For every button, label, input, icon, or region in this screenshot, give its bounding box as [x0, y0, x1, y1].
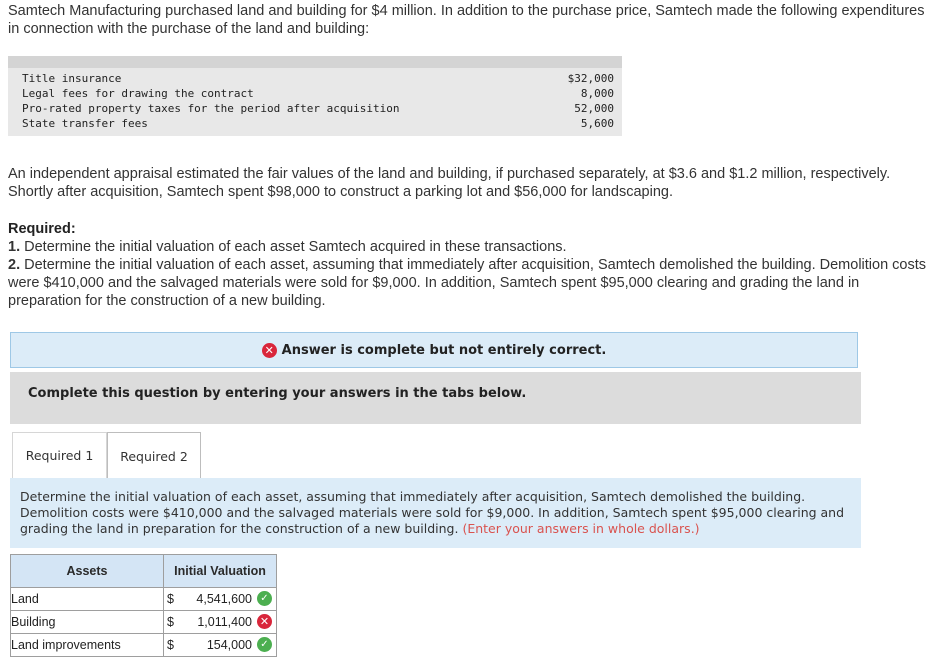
- problem-intro: Samtech Manufacturing purchased land and building for $4 million. In addition to the purchase price, Samtech made the following expenditures in connection with the purchase of the land and building:: [8, 3, 925, 37]
- valuation-input-cell[interactable]: [164, 611, 277, 634]
- question-hint: (Enter your answers in whole dollars.): [462, 521, 700, 536]
- incorrect-x-icon: ✕: [257, 614, 272, 629]
- correct-check-icon: ✓: [257, 591, 272, 606]
- answer-status-text: Answer is complete but not entirely correct.: [281, 342, 607, 358]
- expenditure-amount: 52,000: [574, 102, 614, 115]
- question-panel: [10, 478, 861, 548]
- answer-status-banner: [10, 332, 858, 368]
- correct-check-icon: ✓: [257, 637, 272, 652]
- expenditure-amount: 5,600: [580, 117, 614, 130]
- required-item-number: 2.: [8, 257, 21, 273]
- valuation-value[interactable]: 1,011,400: [197, 615, 252, 629]
- valuation-value[interactable]: 154,000: [206, 638, 252, 652]
- currency-symbol: $: [167, 615, 174, 629]
- valuation-input-cell[interactable]: [164, 588, 277, 611]
- expenditures-box: [8, 56, 622, 136]
- expenditure-label: Legal fees for drawing the contract: [22, 87, 254, 100]
- instruction-text: Complete this question by entering your answers in the tabs below.: [28, 386, 527, 401]
- question-body: Determine the initial valuation of each asset, assuming that immediately after acquisition, Samtech demolished the building. Demolition costs were $410,000 and the salvaged materials were sold for $9,000. In addition, Samtech spent $95,000 clearing and grading the land in preparation for the construction of a new building.: [20, 489, 845, 536]
- table-row: [11, 634, 277, 657]
- table-header-row: [11, 555, 277, 588]
- required-item-1: [8, 238, 926, 256]
- asset-name: Building: [11, 611, 164, 634]
- valuation-table: [10, 554, 277, 657]
- expenditures-box-header: [8, 56, 622, 68]
- expenditure-label: State transfer fees: [22, 117, 148, 130]
- tab-required-2[interactable]: Required 2: [107, 432, 201, 479]
- incorrect-icon: ✕: [262, 343, 277, 358]
- expenditure-row: [22, 101, 614, 116]
- valuation-input-cell[interactable]: [164, 634, 277, 657]
- expenditure-amount: $32,000: [567, 72, 614, 85]
- currency-symbol: $: [167, 638, 174, 652]
- asset-name: Land improvements: [11, 634, 164, 657]
- expenditure-label: Pro-rated property taxes for the period after acquisition: [22, 102, 400, 115]
- required-item-number: 1.: [8, 239, 21, 255]
- question-text: [20, 489, 850, 537]
- required-heading: Required:: [8, 221, 76, 237]
- expenditure-row: [22, 86, 614, 101]
- expenditure-row: [22, 71, 614, 86]
- asset-name: Land: [11, 588, 164, 611]
- table-row: [11, 611, 277, 634]
- instruction-panel: [10, 372, 861, 424]
- expenditure-label: Title insurance: [22, 72, 122, 85]
- required-item-text: Determine the initial valuation of each asset, assuming that immediately after acquisition, Samtech demolished the building. Demolition costs were $410,000 and the salvaged materials were sold for $9,000. In addition, Samtech spent $95,000 clearing and grading the land in preparation for the construction of a new building.: [8, 257, 927, 309]
- appraisal-text: An independent appraisal estimated the fair values of the land and building, if purchased separately, at $3.6 and $1.2 million, respectively. Shortly after acquisition, Samtech spent $98,000 to construct a parking lot and $56,000 for landscaping.: [8, 166, 891, 200]
- table-row: [11, 588, 277, 611]
- currency-symbol: $: [167, 592, 174, 606]
- column-header-assets: Assets: [11, 555, 164, 588]
- column-header-valuation: Initial Valuation: [164, 555, 277, 588]
- expenditure-row: [22, 116, 614, 131]
- valuation-value[interactable]: 4,541,600: [196, 592, 252, 606]
- tab-required-1[interactable]: Required 1: [12, 432, 107, 478]
- expenditure-amount: 8,000: [580, 87, 614, 100]
- required-item-text: Determine the initial valuation of each asset Samtech acquired in these transactions.: [24, 239, 567, 255]
- required-item-2: [8, 256, 926, 310]
